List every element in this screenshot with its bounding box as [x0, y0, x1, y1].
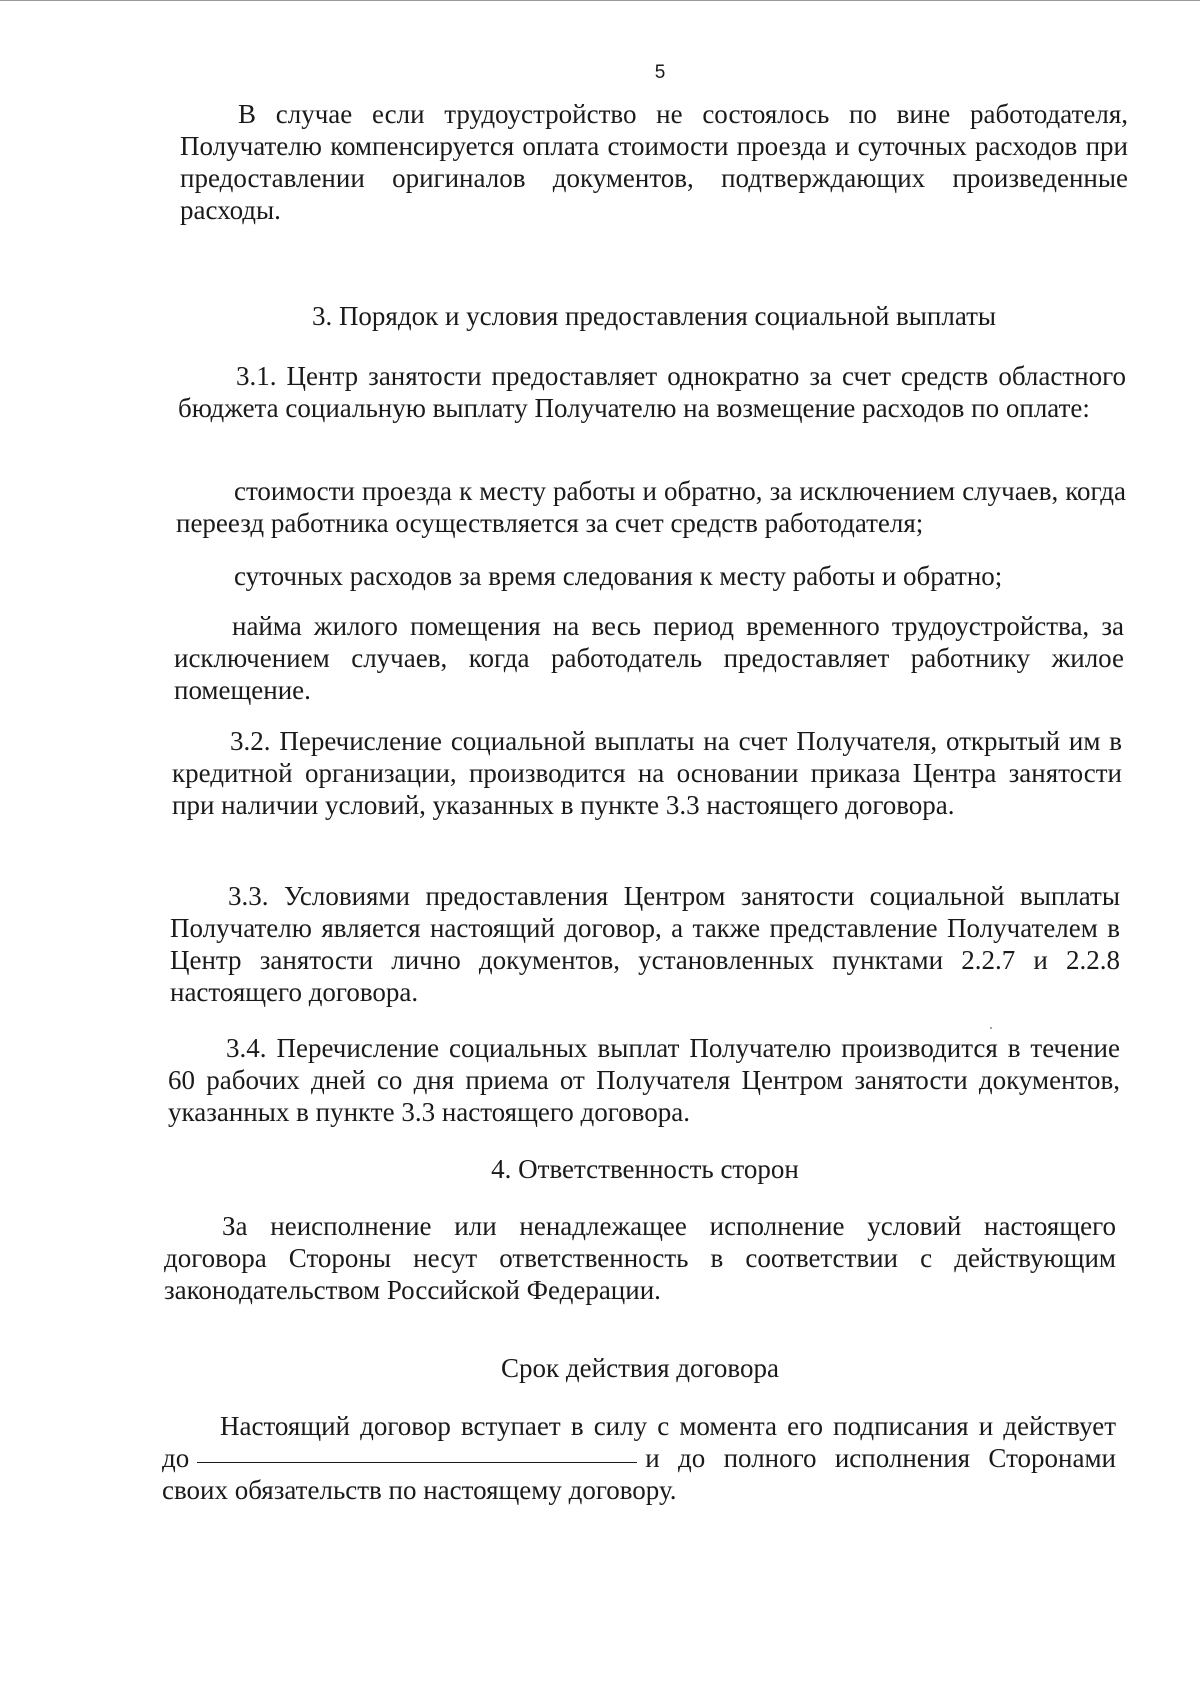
scan-speck — [990, 1027, 992, 1029]
page-number: 5 — [654, 62, 666, 83]
item-housing-rent: найма жилого помещения на весь период временного трудоустройства, за исключением случаев, когда работодатель предоставляет работнику жилое помещение. — [174, 611, 1124, 705]
intro-paragraph: В случае если трудоустройство не состоялось по вине работодателя, Получателю компенсируется оплата стоимости проезда и суточных расходов при предоставлении оригиналов документов, подтверждающих произведенные расходы. — [180, 99, 1128, 225]
end-date-blank-line — [197, 1461, 637, 1463]
term-heading: Срок действия договора — [501, 1353, 779, 1383]
item-travel-cost: стоимости проезда к месту работы и обратно, за исключением случаев, когда переезд работника осуществляется за счет средств работодателя; — [176, 476, 1126, 538]
paragraph-3-3: 3.3. Условиями предоставления Центром занятости социальной выплаты Получателю является настоящий договор, а также представление Получателем в Центр занятости лично документов, установленных пунктами 2.2.7 и 2.2.8 настоящего договора. — [170, 881, 1120, 1007]
term-text-before: Настоящий договор вступает в силу с момента его подписания и действует до — [162, 1411, 1116, 1473]
section-3-heading: 3. Порядок и условия предоставления социальной выплаты — [311, 301, 997, 331]
term-paragraph — [162, 1410, 1116, 1506]
paragraph-3-1: 3.1. Центр занятости предоставляет однократно за счет средств областного бюджета социальную выплату Получателю на возмещение расходов по оплате: — [178, 361, 1126, 423]
section-4-heading: 4. Ответственность сторон — [491, 1154, 799, 1184]
top-border — [0, 0, 1200, 1]
item-daily-expenses: суточных расходов за время следования к месту работы и обратно; — [234, 561, 1003, 591]
paragraph-3-4: 3.4. Перечисление социальных выплат Получателю производится в течение 60 рабочих дней со дня приема от Получателя Центром занятости документов, указанных в пункте 3.3 настоящего договора. — [168, 1033, 1120, 1127]
responsibility-paragraph: За неисполнение или ненадлежащее исполнение условий настоящего договора Стороны несут ответственность в соответствии с действующим законодательством Российской Федерации. — [164, 1211, 1116, 1305]
paragraph-3-2: 3.2. Перечисление социальной выплаты на счет Получателя, открытый им в кредитной организации, производится на основании приказа Центра занятости при наличии условий, указанных в пункте 3.3 настоящего договора. — [172, 726, 1122, 820]
term-text-after: и до полного исполнения Сторонами своих обязательств по настоящему договору. — [162, 1443, 1116, 1505]
